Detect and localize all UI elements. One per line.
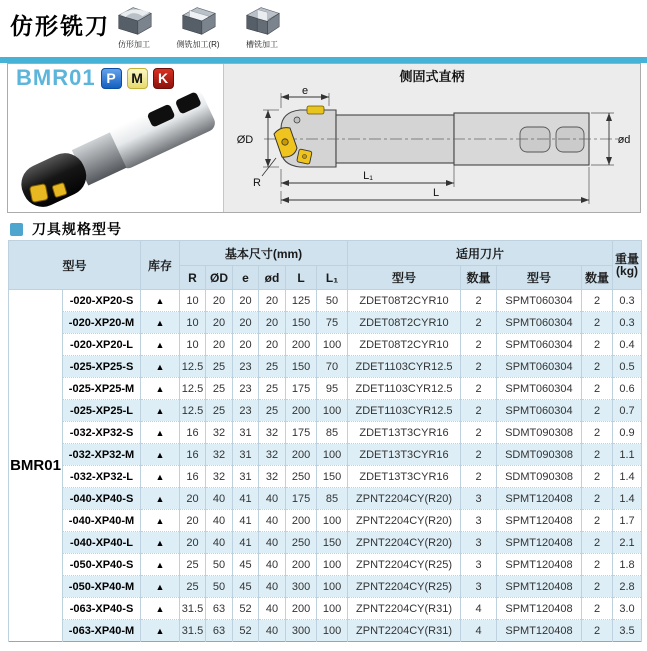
stock-indicator: ▲: [141, 620, 180, 642]
insert2-model: SPMT060304: [497, 378, 582, 400]
table-row: [9, 466, 642, 488]
dim-R: 25: [180, 576, 206, 598]
dim-e: 45: [233, 554, 259, 576]
dim-R: 16: [180, 422, 206, 444]
dim-OD: 20: [206, 312, 233, 334]
stock-indicator: ▲: [141, 488, 180, 510]
dim-OD: 32: [206, 422, 233, 444]
insert2-qty: 2: [582, 554, 613, 576]
insert2-qty: 2: [582, 576, 613, 598]
dim-R: 20: [180, 510, 206, 532]
insert1-model: ZDET13T3CYR16: [348, 422, 461, 444]
machining-label: 侧铣加工(R): [176, 40, 220, 49]
dim-OD: 32: [206, 466, 233, 488]
insert: [29, 184, 48, 203]
dim-OD: 63: [206, 598, 233, 620]
insert2-model: SDMT090308: [497, 444, 582, 466]
insert2-qty: 2: [582, 620, 613, 642]
insert1-qty: 2: [461, 466, 497, 488]
section-bullet-icon: [10, 223, 23, 236]
dim-L1: 95: [317, 378, 348, 400]
dim-R: 12.5: [180, 400, 206, 422]
weight: 0.9: [613, 422, 642, 444]
insert2-qty: 2: [582, 444, 613, 466]
dim-e: 20: [233, 312, 259, 334]
model-suffix: -040-XP40-L: [63, 532, 141, 554]
machining-label: 仿形加工: [118, 40, 150, 49]
insert1-qty: 3: [461, 576, 497, 598]
dim-e: 31: [233, 466, 259, 488]
stock-indicator: ▲: [141, 334, 180, 356]
dim-e: 23: [233, 400, 259, 422]
dim-R: 16: [180, 444, 206, 466]
table-row: [9, 554, 642, 576]
insert2-model: SPMT060304: [497, 400, 582, 422]
dim-od: 25: [259, 378, 286, 400]
table-row: [9, 510, 642, 532]
insert1-qty: 3: [461, 488, 497, 510]
insert-screw: [282, 139, 288, 145]
insert1-model: ZPNT2204CY(R25): [348, 554, 461, 576]
dim-L: 200: [286, 598, 317, 620]
dim-L1: 70: [317, 356, 348, 378]
col-header-L: L: [286, 266, 317, 290]
col-header-insert2-qty: 数量: [582, 266, 613, 290]
section-header: [10, 219, 122, 239]
dim-L: 300: [286, 620, 317, 642]
shank-flat-outline: [520, 127, 550, 152]
dim-L1: 85: [317, 488, 348, 510]
grade-badge-p: P: [101, 68, 122, 89]
dim-e: 41: [233, 510, 259, 532]
table-row: [9, 290, 642, 312]
col-header-stock: 库存: [141, 241, 180, 290]
dim-L1: 100: [317, 444, 348, 466]
weight: 1.4: [613, 466, 642, 488]
model-suffix: -025-XP25-M: [63, 378, 141, 400]
model-suffix: -063-XP40-M: [63, 620, 141, 642]
insert2-qty: 2: [582, 422, 613, 444]
table-row: [9, 378, 642, 400]
insert1-qty: 4: [461, 598, 497, 620]
grade-badge-m: M: [127, 68, 148, 89]
weight: 3.5: [613, 620, 642, 642]
insert1-qty: 3: [461, 554, 497, 576]
model-suffix: -032-XP32-M: [63, 444, 141, 466]
top-insert: [307, 106, 324, 114]
dim-R: 31.5: [180, 620, 206, 642]
dim-label-R: R: [253, 177, 261, 189]
col-header-insert2-model: 型号: [497, 266, 582, 290]
col-header-insert1-qty: 数量: [461, 266, 497, 290]
model-suffix: -020-XP20-M: [63, 312, 141, 334]
table-row: [9, 532, 642, 554]
insert1-model: ZPNT2204CY(R20): [348, 488, 461, 510]
weight: 0.3: [613, 290, 642, 312]
weight: 0.6: [613, 378, 642, 400]
dim-L: 150: [286, 356, 317, 378]
dim-R: 31.5: [180, 598, 206, 620]
tool-photo-group: [18, 90, 216, 210]
insert2-model: SPMT120408: [497, 620, 582, 642]
machining-label: 槽铣加工: [246, 40, 278, 49]
dim-OD: 25: [206, 400, 233, 422]
col-header-OD: ØD: [206, 266, 233, 290]
dim-e: 45: [233, 576, 259, 598]
dim-R: 25: [180, 554, 206, 576]
insert2-qty: 2: [582, 532, 613, 554]
dim-R: 12.5: [180, 356, 206, 378]
dim-L: 200: [286, 554, 317, 576]
dim-R: 10: [180, 334, 206, 356]
insert1-model: ZDET08T2CYR10: [348, 334, 461, 356]
col-group-inserts: 适用刀片: [348, 241, 613, 266]
insert1-model: ZPNT2204CY(R20): [348, 510, 461, 532]
insert1-qty: 4: [461, 620, 497, 642]
table-row: [9, 576, 642, 598]
dim-L: 175: [286, 488, 317, 510]
page-title: 仿形铣刀: [10, 13, 110, 39]
insert2-model: SPMT120408: [497, 510, 582, 532]
insert1-model: ZDET1103CYR12.5: [348, 400, 461, 422]
dim-L: 200: [286, 444, 317, 466]
col-header-weight: 重量 (kg): [613, 241, 642, 290]
insert1-model: ZPNT2204CY(R31): [348, 598, 461, 620]
table-row: [9, 620, 642, 642]
insert1-model: ZDET08T2CYR10: [348, 290, 461, 312]
insert1-model: ZDET1103CYR12.5: [348, 378, 461, 400]
dim-L: 150: [286, 312, 317, 334]
weight: 1.4: [613, 488, 642, 510]
series-prefix-cell: BMR01: [9, 290, 63, 642]
col-header-insert1-model: 型号: [348, 266, 461, 290]
dim-L: 175: [286, 422, 317, 444]
stock-indicator: ▲: [141, 598, 180, 620]
weight: 2.1: [613, 532, 642, 554]
insert2-qty: 2: [582, 598, 613, 620]
insert1-model: ZDET08T2CYR10: [348, 312, 461, 334]
dim-label-L: L: [432, 187, 440, 199]
weight: 1.1: [613, 444, 642, 466]
dim-R: 12.5: [180, 378, 206, 400]
col-header-R: R: [180, 266, 206, 290]
insert2-model: SDMT090308: [497, 422, 582, 444]
stock-indicator: ▲: [141, 466, 180, 488]
dim-e: 31: [233, 422, 259, 444]
stock-indicator: ▲: [141, 356, 180, 378]
weight: 1.7: [613, 510, 642, 532]
weight: 1.8: [613, 554, 642, 576]
dim-e: 52: [233, 598, 259, 620]
insert2-qty: 2: [582, 356, 613, 378]
insert2-model: SPMT060304: [497, 334, 582, 356]
insert1-qty: 2: [461, 356, 497, 378]
table-row: [9, 598, 642, 620]
col-header-e: e: [233, 266, 259, 290]
model-suffix: -050-XP40-S: [63, 554, 141, 576]
dim-od: 32: [259, 466, 286, 488]
insert2-model: SPMT120408: [497, 554, 582, 576]
dim-OD: 63: [206, 620, 233, 642]
diagram-area: [224, 64, 640, 212]
dim-L: 200: [286, 400, 317, 422]
dim-od: 25: [259, 356, 286, 378]
dim-e: 41: [233, 488, 259, 510]
table-row: [9, 444, 642, 466]
stock-indicator: ▲: [141, 532, 180, 554]
insert2-qty: 2: [582, 488, 613, 510]
side-milling-block-icon: [177, 2, 219, 38]
model-suffix: -040-XP40-S: [63, 488, 141, 510]
insert-screw: [303, 155, 307, 159]
insert1-qty: 2: [461, 444, 497, 466]
insert2-model: SPMT060304: [497, 312, 582, 334]
dim-od: 32: [259, 444, 286, 466]
diagram-title: 侧固式直柄: [399, 69, 465, 84]
dim-od: 20: [259, 290, 286, 312]
dim-R: 16: [180, 466, 206, 488]
table-row: [9, 356, 642, 378]
col-header-model: 型号: [9, 241, 141, 290]
dim-label-L1: L₁: [363, 170, 373, 182]
machining-icons: [106, 2, 290, 50]
dim-OD: 40: [206, 488, 233, 510]
stock-indicator: ▲: [141, 378, 180, 400]
weight: 0.5: [613, 356, 642, 378]
insert2-qty: 2: [582, 312, 613, 334]
insert2-model: SPMT120408: [497, 598, 582, 620]
dim-OD: 20: [206, 334, 233, 356]
stock-indicator: ▲: [141, 312, 180, 334]
insert1-qty: 2: [461, 312, 497, 334]
machining-type-profiling: [106, 2, 162, 50]
dim-L: 250: [286, 532, 317, 554]
insert1-qty: 3: [461, 532, 497, 554]
dim-e: 20: [233, 334, 259, 356]
dim-L1: 50: [317, 290, 348, 312]
model-suffix: -032-XP32-L: [63, 466, 141, 488]
dim-R: 10: [180, 290, 206, 312]
insert1-model: ZPNT2204CY(R31): [348, 620, 461, 642]
model-suffix: -020-XP20-L: [63, 334, 141, 356]
col-group-dimensions: 基本尺寸(mm): [180, 241, 348, 266]
dim-L: 175: [286, 378, 317, 400]
stock-indicator: ▲: [141, 576, 180, 598]
dim-od: 40: [259, 532, 286, 554]
dim-L1: 100: [317, 334, 348, 356]
dim-OD: 32: [206, 444, 233, 466]
insert2-model: SDMT090308: [497, 466, 582, 488]
insert1-qty: 2: [461, 400, 497, 422]
insert2-qty: 2: [582, 400, 613, 422]
insert2-model: SPMT120408: [497, 532, 582, 554]
dim-e: 20: [233, 290, 259, 312]
stock-indicator: ▲: [141, 400, 180, 422]
dim-L1: 100: [317, 576, 348, 598]
dim-L: 300: [286, 576, 317, 598]
table-row: [9, 422, 642, 444]
dim-od: 40: [259, 598, 286, 620]
product-photo-area: [8, 64, 224, 212]
weight: 0.4: [613, 334, 642, 356]
machining-type-side-milling: [170, 2, 226, 50]
dim-e: 23: [233, 378, 259, 400]
insert2-model: SPMT060304: [497, 356, 582, 378]
dim-L1: 150: [317, 532, 348, 554]
stock-indicator: ▲: [141, 554, 180, 576]
model-suffix: -063-XP40-S: [63, 598, 141, 620]
insert1-qty: 2: [461, 422, 497, 444]
dim-R: 20: [180, 532, 206, 554]
pocket-screw: [294, 117, 300, 123]
dim-L: 125: [286, 290, 317, 312]
spec-table-body: [9, 290, 642, 642]
tool-diagram: [224, 64, 640, 212]
dim-od: 40: [259, 488, 286, 510]
weight: 0.3: [613, 312, 642, 334]
insert1-qty: 2: [461, 378, 497, 400]
dim-e: 41: [233, 532, 259, 554]
insert1-qty: 2: [461, 290, 497, 312]
dim-e: 52: [233, 620, 259, 642]
spec-table-head: [9, 241, 642, 290]
model-suffix: -032-XP32-S: [63, 422, 141, 444]
insert1-model: ZPNT2204CY(R20): [348, 532, 461, 554]
series-code: BMR01: [16, 65, 96, 90]
weight: 0.7: [613, 400, 642, 422]
insert1-model: ZDET13T3CYR16: [348, 444, 461, 466]
dim-OD: 50: [206, 554, 233, 576]
dim-OD: 40: [206, 510, 233, 532]
dim-L1: 100: [317, 620, 348, 642]
dim-label-OD: ØD: [236, 134, 254, 146]
dim-od: 40: [259, 620, 286, 642]
dim-od: 40: [259, 576, 286, 598]
slot-milling-block-icon: [241, 2, 283, 38]
dim-L1: 85: [317, 422, 348, 444]
insert2-qty: 2: [582, 466, 613, 488]
dim-L1: 100: [317, 400, 348, 422]
model-suffix: -025-XP25-S: [63, 356, 141, 378]
model-suffix: -040-XP40-M: [63, 510, 141, 532]
insert1-qty: 3: [461, 510, 497, 532]
profiling-block-icon: [113, 2, 155, 38]
insert1-model: ZPNT2204CY(R25): [348, 576, 461, 598]
col-header-od: ød: [259, 266, 286, 290]
dim-label-e: e: [301, 85, 309, 97]
tool-photo: [18, 90, 216, 210]
col-header-L1: L₁: [317, 266, 348, 290]
dim-e: 31: [233, 444, 259, 466]
dim-R: 20: [180, 488, 206, 510]
dim-L: 250: [286, 466, 317, 488]
insert2-qty: 2: [582, 510, 613, 532]
product-panel: [7, 63, 641, 213]
dim-R: 10: [180, 312, 206, 334]
model-suffix: -025-XP25-L: [63, 400, 141, 422]
insert1-model: ZDET13T3CYR16: [348, 466, 461, 488]
insert2-qty: 2: [582, 334, 613, 356]
table-row: [9, 488, 642, 510]
weight: 3.0: [613, 598, 642, 620]
insert2-model: SPMT060304: [497, 290, 582, 312]
dim-label-od: ød: [617, 134, 631, 146]
dim-OD: 25: [206, 356, 233, 378]
insert2-qty: 2: [582, 378, 613, 400]
weight: 2.8: [613, 576, 642, 598]
dim-OD: 50: [206, 576, 233, 598]
shank-flat-outline: [556, 127, 584, 152]
dim-e: 23: [233, 356, 259, 378]
dim-L: 200: [286, 334, 317, 356]
insert2-qty: 2: [582, 290, 613, 312]
stock-indicator: ▲: [141, 290, 180, 312]
insert2-model: SPMT120408: [497, 488, 582, 510]
dim-L1: 100: [317, 598, 348, 620]
model-suffix: -020-XP20-S: [63, 290, 141, 312]
stock-indicator: ▲: [141, 510, 180, 532]
dim-OD: 40: [206, 532, 233, 554]
stock-indicator: ▲: [141, 422, 180, 444]
section-title: 刀具规格型号: [32, 221, 122, 237]
dim-od: 20: [259, 312, 286, 334]
machining-type-slot-milling: [234, 2, 290, 50]
table-row: [9, 400, 642, 422]
table-row: [9, 334, 642, 356]
dim-od: 20: [259, 334, 286, 356]
dim-od: 40: [259, 510, 286, 532]
table-row: [9, 312, 642, 334]
insert1-model: ZDET1103CYR12.5: [348, 356, 461, 378]
dim-L1: 100: [317, 510, 348, 532]
insert2-model: SPMT120408: [497, 576, 582, 598]
spec-table: [8, 240, 642, 642]
dim-OD: 20: [206, 290, 233, 312]
dim-L1: 150: [317, 466, 348, 488]
model-suffix: -050-XP40-M: [63, 576, 141, 598]
dim-OD: 25: [206, 378, 233, 400]
dim-L1: 100: [317, 554, 348, 576]
dim-L1: 75: [317, 312, 348, 334]
dim-od: 32: [259, 422, 286, 444]
dim-od: 25: [259, 400, 286, 422]
stock-indicator: ▲: [141, 444, 180, 466]
series-row: [16, 65, 174, 91]
dim-L: 200: [286, 510, 317, 532]
dim-od: 40: [259, 554, 286, 576]
grade-badge-k: K: [153, 68, 174, 89]
insert1-qty: 2: [461, 334, 497, 356]
